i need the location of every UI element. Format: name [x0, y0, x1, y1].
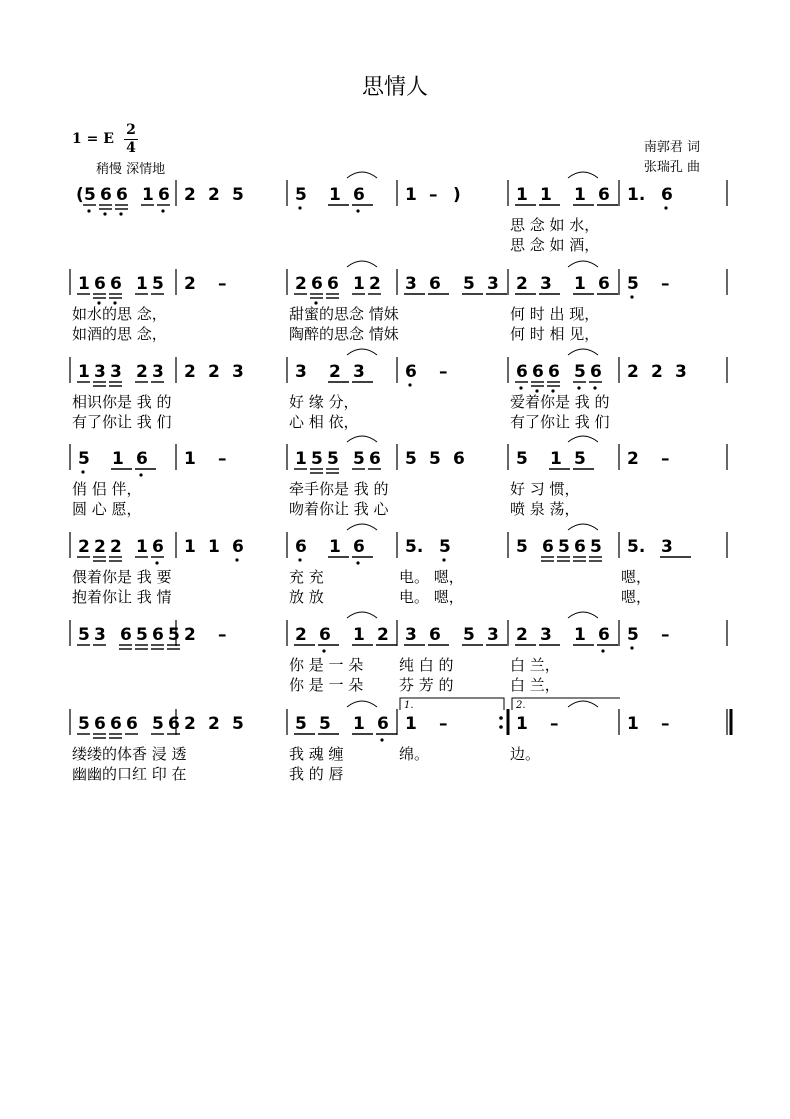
note-digit: 2	[295, 625, 307, 645]
note-digit: 6	[295, 537, 307, 557]
note-digit: –	[661, 274, 670, 294]
low-octave-dot	[161, 209, 164, 212]
low-octave-dot	[664, 206, 667, 209]
slur-arc	[347, 612, 377, 618]
low-octave-dot	[630, 295, 633, 298]
note-digit: 5	[78, 449, 90, 469]
low-octave-dot	[356, 209, 359, 212]
slur-arc	[347, 524, 377, 530]
note-digit: 6	[126, 714, 138, 734]
note-digit: 1	[574, 185, 586, 205]
note-digit: 5	[590, 537, 602, 557]
note-digit: 6	[353, 185, 365, 205]
note-digit: 6	[94, 714, 106, 734]
lyric-text: 白 兰，	[510, 676, 560, 694]
volta-label-1: 1.	[404, 700, 414, 711]
composer-credit: 张瑞孔 曲	[643, 160, 700, 175]
lyric-text: 相识你是 我 的	[72, 393, 172, 411]
low-octave-dot	[155, 561, 158, 564]
note-digit: 1	[329, 537, 341, 557]
low-octave-dot	[139, 473, 142, 476]
lyric-text: 何 时 出 现，	[510, 305, 600, 323]
slur-arc	[347, 172, 377, 178]
note-digit: 2	[208, 362, 220, 382]
lyric-text: 有了你让 我 们	[72, 413, 172, 431]
note-digit: 3	[110, 362, 122, 382]
note-digit: 5	[295, 185, 307, 205]
note-digit: –	[661, 449, 670, 469]
note-digit: 2	[369, 274, 381, 294]
note-digit: 5	[152, 714, 164, 734]
note-digit: 3	[152, 362, 164, 382]
note-digit: 5.	[405, 537, 424, 557]
low-octave-dot	[593, 386, 596, 389]
slur-arc	[347, 436, 377, 442]
note-digit: 1	[627, 714, 639, 734]
low-octave-dot	[119, 212, 122, 215]
note-digit: 6	[532, 362, 544, 382]
lyric-text: 你 是 一 朵	[289, 656, 364, 674]
note-digit: 2	[377, 625, 389, 645]
note-digit: 5	[78, 714, 90, 734]
low-octave-dot	[235, 558, 238, 561]
lyric-text: 芬 芳 的	[399, 676, 454, 694]
note-digit: 1	[208, 537, 220, 557]
note-digit: 2	[627, 362, 639, 382]
note-digit: 1	[78, 274, 90, 294]
note-digit: 1	[550, 449, 562, 469]
note-digit: 3	[675, 362, 687, 382]
slur-arc	[347, 349, 377, 355]
note-digit: 5	[168, 625, 180, 645]
note-digit: 3	[405, 274, 417, 294]
tempo-marking: 稍慢 深情地	[96, 162, 166, 177]
note-digit: 6	[152, 537, 164, 557]
lyric-text: 绵。	[399, 745, 430, 763]
note-digit: 6	[598, 274, 610, 294]
lyric-text: 陶醉的思念 情妹	[289, 325, 399, 343]
note-digit: 3	[353, 362, 365, 382]
note-digit: 5	[232, 185, 244, 205]
note-digit: 3	[540, 274, 552, 294]
note-digit: –	[550, 714, 559, 734]
note-digit: 5	[516, 537, 528, 557]
note-digit: 6	[377, 714, 389, 734]
lyric-text: 心 相 依，	[289, 413, 359, 431]
note-digit: –	[429, 185, 438, 205]
lyric-text: 圆 心 愿，	[72, 500, 142, 518]
low-octave-dot	[577, 386, 580, 389]
note-digit: 3	[94, 625, 106, 645]
note-digit: 2	[110, 537, 122, 557]
lyric-text: 牵手你是 我 的	[289, 480, 389, 498]
note-digit: 2	[651, 362, 663, 382]
lyric-text: 喷 泉 荡，	[510, 500, 580, 518]
note-digit: 6	[110, 714, 122, 734]
note-digit: 5	[516, 449, 528, 469]
note-digit: 3	[405, 625, 417, 645]
lyric-text: 偎着你是 我 要	[72, 568, 172, 586]
note-digit: 2	[516, 274, 528, 294]
note-digit: 5	[574, 449, 586, 469]
low-octave-dot	[442, 558, 445, 561]
note-digit: 5	[429, 449, 441, 469]
note-digit: 1	[136, 537, 148, 557]
slur-arc	[568, 261, 598, 267]
slur-arc	[568, 436, 598, 442]
note-digit: 2	[94, 537, 106, 557]
note-digit: 5	[84, 185, 96, 205]
lyric-text: 好 缘 分，	[289, 393, 359, 411]
low-octave-dot	[81, 470, 84, 473]
time-sig-top: 2	[126, 122, 136, 138]
note-digit: 5	[405, 449, 417, 469]
note-digit: 5.	[627, 537, 646, 557]
low-octave-dot	[630, 646, 633, 649]
lyric-text: 放 放	[289, 588, 324, 606]
note-digit: 6	[100, 185, 112, 205]
note-digit: 2	[184, 274, 196, 294]
note-digit: 3	[487, 625, 499, 645]
lyric-text: 纯 白 的	[399, 656, 454, 674]
note-digit: 6	[405, 362, 417, 382]
note-digit: 1	[405, 185, 417, 205]
note-digit: –	[439, 714, 448, 734]
note-digit: 5	[295, 714, 307, 734]
note-digit: 6	[110, 274, 122, 294]
note-digit: 2	[184, 362, 196, 382]
note-digit: 6	[429, 625, 441, 645]
note-digit: 2	[329, 362, 341, 382]
low-octave-dot	[356, 561, 359, 564]
slur-arc	[568, 349, 598, 355]
note-digit: 6	[598, 185, 610, 205]
note-digit: 5	[574, 362, 586, 382]
slur-arc	[568, 612, 598, 618]
note-digit: 5	[463, 274, 475, 294]
slur-arc	[568, 524, 598, 530]
lyric-text: 吻着你让 我 心	[289, 500, 389, 518]
note-digit: 1	[353, 714, 365, 734]
lyric-text: 幽幽的口红 印 在	[72, 765, 187, 783]
note-digit: 5	[463, 625, 475, 645]
note-digit: 2	[208, 185, 220, 205]
note-digit: 1	[142, 185, 154, 205]
note-digit: )	[453, 185, 461, 205]
note-digit: 6	[327, 274, 339, 294]
note-digit: 1	[516, 185, 528, 205]
lyric-text: 有了你让 我 们	[510, 413, 610, 431]
note-digit: 2	[516, 625, 528, 645]
low-octave-dot	[601, 649, 604, 652]
note-digit: 3	[540, 625, 552, 645]
note-digit: 6	[319, 625, 331, 645]
note-digit: 2	[78, 537, 90, 557]
volta-label-2: 2.	[516, 700, 526, 711]
lyric-text: 你 是 一 朵	[289, 676, 364, 694]
lyric-text: 甜蜜的思念 情妹	[289, 305, 399, 323]
note-digit: 5	[558, 537, 570, 557]
note-digit: 1	[540, 185, 552, 205]
note-digit: 5	[136, 625, 148, 645]
volta-bracket-2	[512, 698, 620, 710]
note-digit: 6	[661, 185, 673, 205]
note-digit: 6	[453, 449, 465, 469]
low-octave-dot	[103, 212, 106, 215]
note-digit: 1	[574, 274, 586, 294]
note-digit: –	[218, 449, 227, 469]
note-digit: 6	[516, 362, 528, 382]
note-digit: –	[661, 714, 670, 734]
repeat-dot	[499, 725, 503, 729]
note-digit: 6	[369, 449, 381, 469]
note-digit: 5	[311, 449, 323, 469]
low-octave-dot	[298, 206, 301, 209]
note-digit: –	[218, 625, 227, 645]
low-octave-dot	[87, 209, 90, 212]
note-digit: 5	[78, 625, 90, 645]
note-digit: (	[76, 185, 84, 205]
note-digit: 2	[295, 274, 307, 294]
note-digit: 1	[405, 714, 417, 734]
lyric-text: 好 习 惯，	[510, 480, 580, 498]
note-digit: 3	[487, 274, 499, 294]
volta-bracket-1	[400, 698, 504, 710]
note-digit: 1	[516, 714, 528, 734]
low-octave-dot	[322, 649, 325, 652]
note-digit: 5	[439, 537, 451, 557]
note-digit: 6	[353, 537, 365, 557]
lyric-text: 抱着你让 我 情	[72, 588, 172, 606]
low-octave-dot	[380, 738, 383, 741]
note-digit: 3	[232, 362, 244, 382]
note-digit: 1	[295, 449, 307, 469]
lyric-text: 何 时 相 见，	[510, 325, 600, 343]
note-digit: 5	[152, 274, 164, 294]
lyric-text: 思 念 如 水，	[510, 216, 600, 234]
note-digit: 3	[661, 537, 673, 557]
lyric-text: 电。 嗯，	[399, 568, 464, 586]
lyric-text: 俏 侣 伴，	[72, 480, 142, 498]
slur-arc	[347, 701, 377, 707]
note-digit: 2	[184, 185, 196, 205]
lyric-text: 嗯，	[621, 568, 652, 586]
note-digit: 5	[232, 714, 244, 734]
slur-arc	[347, 261, 377, 267]
lyric-text: 如酒的思 念，	[72, 325, 167, 343]
note-digit: 6	[136, 449, 148, 469]
note-digit: 1	[353, 625, 365, 645]
low-octave-dot	[298, 558, 301, 561]
note-digit: 1	[184, 449, 196, 469]
note-digit: 1	[136, 274, 148, 294]
note-digit: 1	[112, 449, 124, 469]
time-sig-bottom: 4	[126, 140, 136, 156]
note-digit: 6	[120, 625, 132, 645]
note-digit: 2	[627, 449, 639, 469]
lyric-text: 边。	[510, 745, 541, 763]
note-digit: 6	[311, 274, 323, 294]
lyricist-credit: 南郭君 词	[643, 140, 700, 155]
slur-arc	[568, 701, 598, 707]
lyric-text: 思 念 如 酒，	[510, 236, 600, 254]
lyric-text: 我 魂 缠	[289, 745, 344, 763]
repeat-dot	[499, 716, 503, 720]
note-digit: 6	[542, 537, 554, 557]
note-digit: 6	[94, 274, 106, 294]
note-digit: 6	[574, 537, 586, 557]
lyric-text: 我 的 唇	[289, 765, 344, 783]
note-digit: 1	[574, 625, 586, 645]
lyric-text: 电。 嗯，	[399, 588, 464, 606]
note-digit: 5	[627, 625, 639, 645]
lyric-text: 缕缕的体香 浸 透	[72, 745, 187, 763]
note-digit: 3	[94, 362, 106, 382]
note-digit: 6	[158, 185, 170, 205]
note-digit: –	[661, 625, 670, 645]
low-octave-dot	[408, 383, 411, 386]
note-digit: 6	[598, 625, 610, 645]
note-digit: 5	[327, 449, 339, 469]
low-octave-dot	[519, 386, 522, 389]
note-digit: 6	[152, 625, 164, 645]
song-title: 思情人	[361, 75, 428, 100]
note-digit: 2	[208, 714, 220, 734]
lyric-text: 白 兰，	[510, 656, 560, 674]
note-digit: 6	[168, 714, 180, 734]
note-digit: 6	[548, 362, 560, 382]
note-digit: 1.	[627, 185, 646, 205]
note-digit: 5	[627, 274, 639, 294]
note-digit: 6	[232, 537, 244, 557]
note-digit: –	[439, 362, 448, 382]
note-digit: 6	[116, 185, 128, 205]
lyric-text: 嗯，	[621, 588, 652, 606]
note-digit: 1	[353, 274, 365, 294]
note-digit: 1	[184, 537, 196, 557]
note-digit: 6	[590, 362, 602, 382]
lyric-text: 爱着你是 我 的	[510, 393, 610, 411]
note-digit: 6	[429, 274, 441, 294]
note-digit: 2	[136, 362, 148, 382]
note-digit: –	[218, 274, 227, 294]
note-digit: 1	[78, 362, 90, 382]
lyric-text: 如水的思 念，	[72, 305, 167, 323]
note-digit: 2	[184, 625, 196, 645]
note-digit: 5	[353, 449, 365, 469]
slur-arc	[568, 172, 598, 178]
note-digit: 2	[184, 714, 196, 734]
key-signature: 1 = E	[72, 131, 114, 147]
note-digit: 3	[295, 362, 307, 382]
lyric-text: 充 充	[289, 568, 324, 586]
note-digit: 1	[329, 185, 341, 205]
note-digit: 5	[319, 714, 331, 734]
